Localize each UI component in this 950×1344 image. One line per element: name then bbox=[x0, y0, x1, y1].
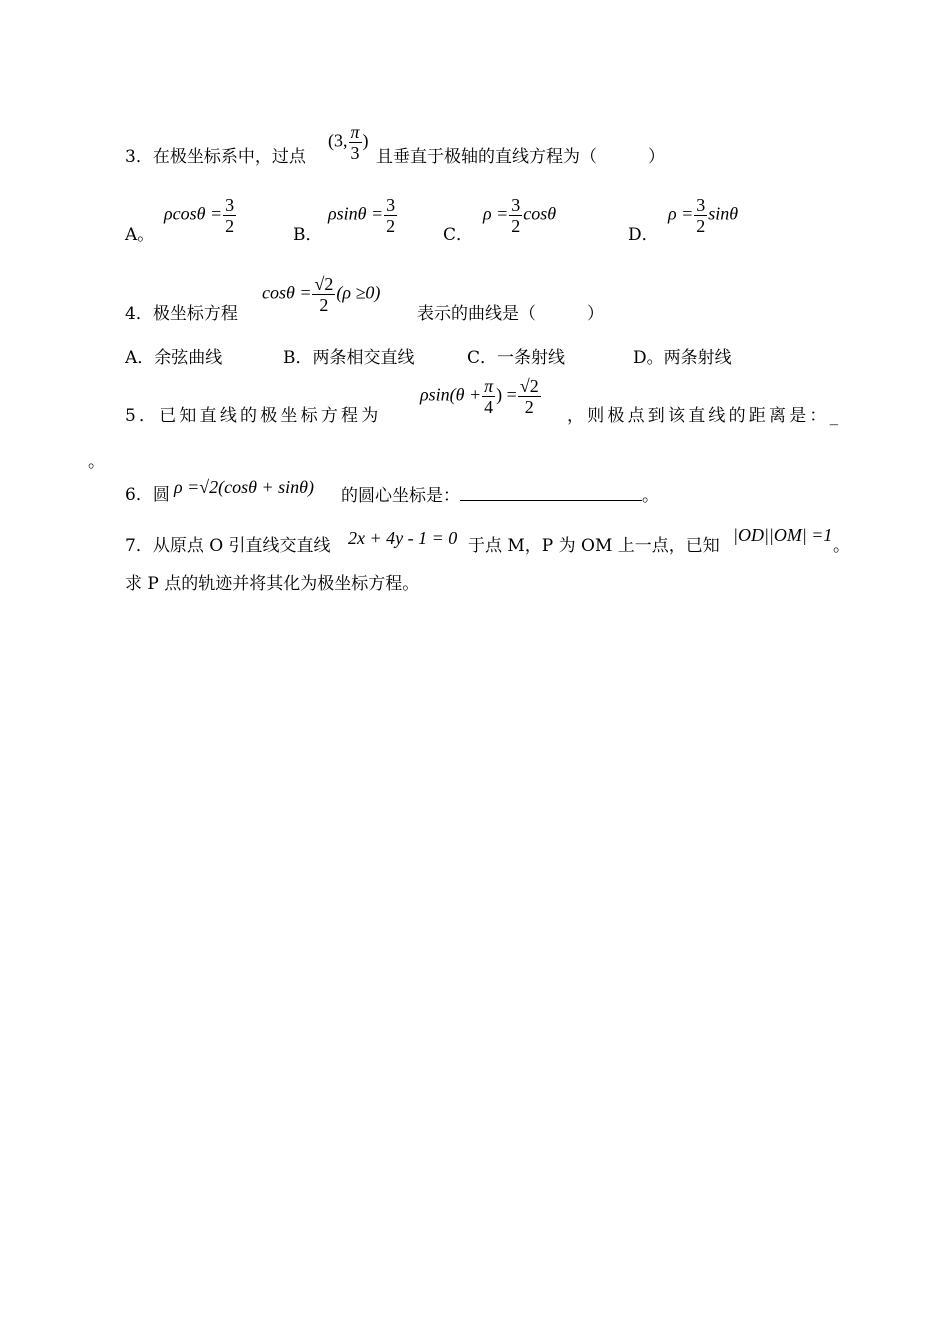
q3-option-c-rhs: cosθ bbox=[523, 203, 557, 224]
q6-label: 的圆心坐标是： bbox=[341, 486, 460, 506]
q5-eq-rhs-num: √2 bbox=[519, 376, 539, 396]
q5-text-before: 5．已知直线的极坐标方程为 bbox=[125, 406, 382, 426]
q3-point-den: 3 bbox=[350, 143, 360, 163]
q4-eq-lhs: cosθ = bbox=[262, 282, 312, 303]
q3-option-a-num: 3 bbox=[225, 195, 235, 215]
q3-option-d-num: 3 bbox=[696, 195, 706, 215]
q3-option-d-equation bbox=[668, 195, 738, 236]
q3-text-after: 且垂直于极轴的直线方程为（ ） bbox=[376, 147, 665, 167]
q3-point-num: π bbox=[350, 122, 360, 142]
q4-num: √2 bbox=[314, 274, 334, 294]
q6-equation: ρ =√2(cosθ + sinθ) bbox=[174, 477, 314, 497]
q3-option-c-lhs: ρ = bbox=[483, 203, 509, 224]
q3-point bbox=[328, 122, 369, 163]
q3-option-c-frac bbox=[509, 195, 522, 236]
q4-frac bbox=[312, 274, 335, 315]
q3-option-c-num: 3 bbox=[511, 195, 521, 215]
q3-option-d-den: 2 bbox=[696, 216, 706, 236]
q3-option-c-label: C． bbox=[443, 225, 474, 245]
q5-equation bbox=[420, 376, 542, 417]
q3-option-d-frac bbox=[694, 195, 707, 236]
q3-option-b-num: 3 bbox=[386, 195, 396, 215]
q4-option-a: A．余弦曲线 bbox=[125, 348, 223, 368]
q6-end: 。 bbox=[642, 486, 659, 506]
q3-point-close: ) bbox=[362, 130, 369, 151]
q3-option-c-equation bbox=[483, 195, 556, 236]
q3-option-b-label: B． bbox=[293, 225, 323, 245]
q4-option-c: C．一条射线 bbox=[467, 348, 566, 368]
q3-point-frac bbox=[349, 122, 362, 163]
q3-text-before: 3．在极坐标系中，过点 bbox=[125, 147, 306, 167]
q4-text-after: 表示的曲线是（ ） bbox=[417, 304, 604, 324]
q3-option-a-lhs: ρcosθ = bbox=[164, 203, 223, 224]
q5-eq-lhs: ρsin(θ + bbox=[420, 384, 482, 405]
q3-option-b-frac bbox=[384, 195, 397, 236]
q3-option-d-rhs: sinθ bbox=[708, 203, 739, 224]
q5-eq-rhs-den: 2 bbox=[524, 397, 534, 417]
q3-option-d-lhs: ρ = bbox=[668, 203, 694, 224]
q3-option-a-den: 2 bbox=[225, 216, 235, 236]
q3-point-open: (3, bbox=[328, 130, 348, 151]
q5-continuation: 。 bbox=[88, 452, 105, 472]
q3-option-b-equation bbox=[328, 195, 398, 236]
q7-text-before: 7．从原点 O 引直线交直线 bbox=[125, 536, 331, 556]
q6-text-before: 6．圆 bbox=[125, 485, 170, 505]
q3-option-b-den: 2 bbox=[386, 216, 396, 236]
q7-end: 。 bbox=[833, 536, 850, 556]
q4-option-d: D。两条射线 bbox=[633, 348, 732, 368]
q3-option-a-label: A。 bbox=[125, 225, 155, 245]
q7-line-equation: 2x + 4y - 1 = 0 bbox=[348, 528, 458, 548]
q3-option-a-frac bbox=[223, 195, 236, 236]
q4-cond: (ρ ≥0) bbox=[336, 282, 381, 303]
q3-option-a-equation bbox=[164, 195, 237, 236]
q6-answer-blank[interactable] bbox=[460, 485, 642, 501]
q3-option-b-lhs: ρsinθ = bbox=[328, 203, 384, 224]
q7-condition: |OD||OM| =1 bbox=[733, 525, 833, 545]
q4-equation bbox=[262, 274, 380, 315]
q7-line2: 求 P 点的轨迹并将其化为极坐标方程。 bbox=[125, 574, 420, 594]
q4-text-before: 4．极坐标方程 bbox=[125, 304, 238, 324]
q5-text-after: ，则极点到该直线的距离是：_ bbox=[567, 406, 842, 426]
q5-eq-frac bbox=[482, 376, 495, 417]
q5-eq-frac-den: 4 bbox=[484, 397, 494, 417]
q6-text-after bbox=[341, 485, 659, 506]
q5-eq-frac-num: π bbox=[484, 376, 494, 396]
q4-option-b: B．两条相交直线 bbox=[283, 348, 415, 368]
q5-eq-rhs-frac bbox=[518, 376, 541, 417]
q7-text-mid: 于点 M，P 为 OM 上一点，已知 bbox=[468, 536, 720, 556]
q4-den: 2 bbox=[319, 295, 329, 315]
q5-eq-mid: ) = bbox=[496, 384, 517, 405]
q3-option-d-label: D． bbox=[628, 225, 659, 245]
q3-option-c-den: 2 bbox=[511, 216, 521, 236]
